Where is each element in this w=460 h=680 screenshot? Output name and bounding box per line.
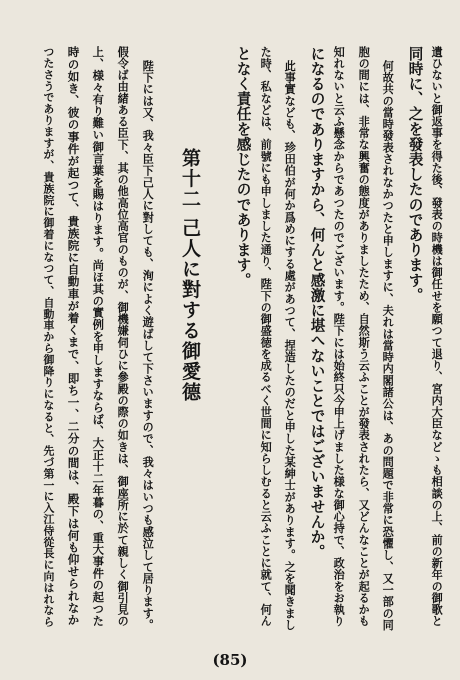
text-line: 時の如き、彼の事件が起つて、貴族院に自動車が着くまで、即ち一、二分の間は、殿下は何も仰せられなか: [66, 46, 81, 626]
text-line: となく責任を感じたのであります。: [234, 46, 252, 288]
section-heading: 第十二 己人に對する御愛德: [179, 148, 201, 403]
text-line: 胞の間には、非常な興奮の態度がありましたため、自然斯う云ふことが發表されたら、又どんなことが起るかも: [357, 46, 371, 627]
text-line: 知れないと云ふ懸念からであつたのでございます。陛下には始終只今申上げました様な御心持で、政治をお執り: [332, 46, 346, 627]
text-line: になるのでありますから、何んと感激に堪へないことではございませんか。: [308, 46, 326, 560]
text-line: 何故共の當時發表されなかつたと申しますに、夫れは當時内閣諸公は、あの問題で非常に恐懼し、又一部の同: [381, 60, 395, 631]
text-line: 假令ば由緒ある臣下、其の他高位高官のものが、御機嫌伺ひに參殿の際の如きは、御座所に於て親しく御引見の: [116, 46, 130, 627]
page-number: (85): [212, 651, 248, 669]
text-line: 上、様々有り難い御言葉を賜はります。尚ほ其の實例を申しますならば、大正十二年暮の、重大事件の起つた: [91, 46, 106, 627]
text-line: 同時に、之を發表したのであります。: [406, 46, 424, 303]
text-line: 陛下には又、我々臣下己人に對しても、洵によく遊ばして下さいますので、我々はいつも感泣して居ります。: [141, 60, 155, 631]
text-line: つたさうでありますが、貴族院に御着になつて、自動車から御降りになると、先づ第一に入江侍從長に向はれなら: [41, 46, 55, 628]
text-line: 此事實なども、珍田伯が何か爲めにする處があつて、捏造したのだと申した某紳士があります。之を聞きまし: [283, 60, 297, 631]
text-line: た時、私などは、前號にも申しました通り、陛下の御盛徳を成るべく世間に知らしむると云ふことに就て、何ん: [259, 46, 273, 627]
text-line: 遺ひないと御返事を得た後、發表の時機は御任せを願つて退り、宮内大臣などゝも相談の上、前の新年の御歌と: [430, 46, 444, 627]
